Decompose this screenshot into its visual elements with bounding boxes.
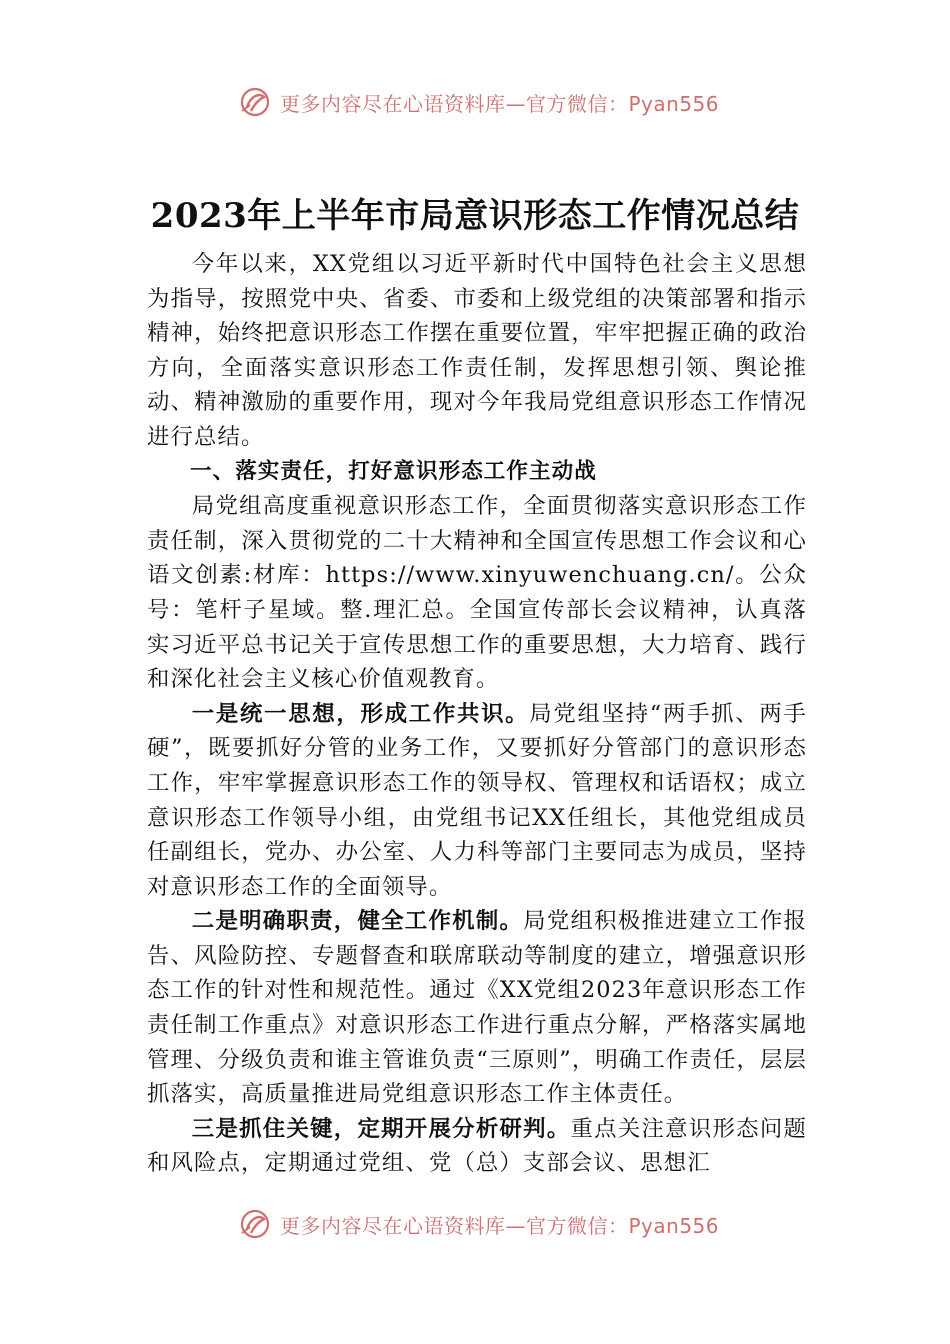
watermark-footer — [238, 1206, 719, 1242]
section-heading: 一、落实责任，打好意识形态工作主动战 — [190, 458, 597, 484]
document-title: 2023年上半年市局意识形态工作情况总结 — [150, 196, 800, 236]
item-lead: 一是统一思想，形成工作共识。 — [191, 700, 530, 727]
section-paragraph: 局党组高度重视意识形态工作，全面贯彻落实意识形态工作责任制，深入贯彻党的二十大精神和全国宣传思想工作会议和心语文创素:材库：https://www.xinyuwenchuang.cn/。公众号：笔杆子星域。整.理汇总。全国宣传部长会议精神，认真落实习近平总书记关于宣传思想工作的重要思想，大力培育、践行和深化社会主义核心价值观教育。 — [147, 493, 807, 693]
item-paragraph — [147, 904, 807, 1112]
watermark-text: 更多内容尽在心语资料库—官方微信：Pyan556 — [280, 1213, 720, 1238]
watermark-text: 更多内容尽在心语资料库—官方微信：Pyan556 — [280, 91, 720, 116]
seal-logo-icon — [238, 1207, 272, 1241]
item-paragraph — [147, 697, 807, 905]
item-body: 局党组坚持“两手抓、两手硬”，既要抓好分管的业务工作，又要抓好分管部门的意识形态工作，牢牢掌握意识形态工作的领导权、管理权和话语权；成立意识形态工作领导小组，由党组书记XX任组长，其他党组成员任副组长，党办、办公室、人力科等部门主要同志为成员，坚持对意识形态工作的全面领导。 — [147, 700, 807, 900]
document-body — [147, 247, 807, 1181]
item-lead: 三是抓住关键，定期开展分析研判。 — [191, 1115, 571, 1142]
watermark-header — [238, 84, 719, 120]
item-lead: 二是明确职责，健全工作机制。 — [191, 908, 524, 935]
item-body: 重点关注意识形态问题和风险点，定期通过党组、党（总）支部会议、思想汇 — [147, 1115, 808, 1177]
seal-logo-icon — [238, 85, 272, 119]
intro-paragraph: 今年以来，XX党组以习近平新时代中国特色社会主义思想为指导，按照党中央、省委、市委和上级党组的决策部署和指示精神，始终把意识形态工作摆在重要位置，牢牢把握正确的政治方向，全面落实意识形态工作责任制，发挥思想引领、舆论推动、精神激励的重要作用，现对今年我局党组意识形态工作情况进行总结。 — [147, 251, 807, 450]
item-paragraph — [147, 1112, 807, 1181]
item-body: 局党组积极推进建立工作报告、风险防控、专题督查和联席联动等制度的建立，增强意识形态工作的针对性和规范性。通过《XX党组2023年意识形态工作责任制工作重点》对意识形态工作进行重点分解，严格落实属地管理、分级负责和谁主管谁负责“三原则”，明确工作责任，层层抓落实，高质量推进局党组意识形态工作主体责任。 — [147, 908, 807, 1108]
